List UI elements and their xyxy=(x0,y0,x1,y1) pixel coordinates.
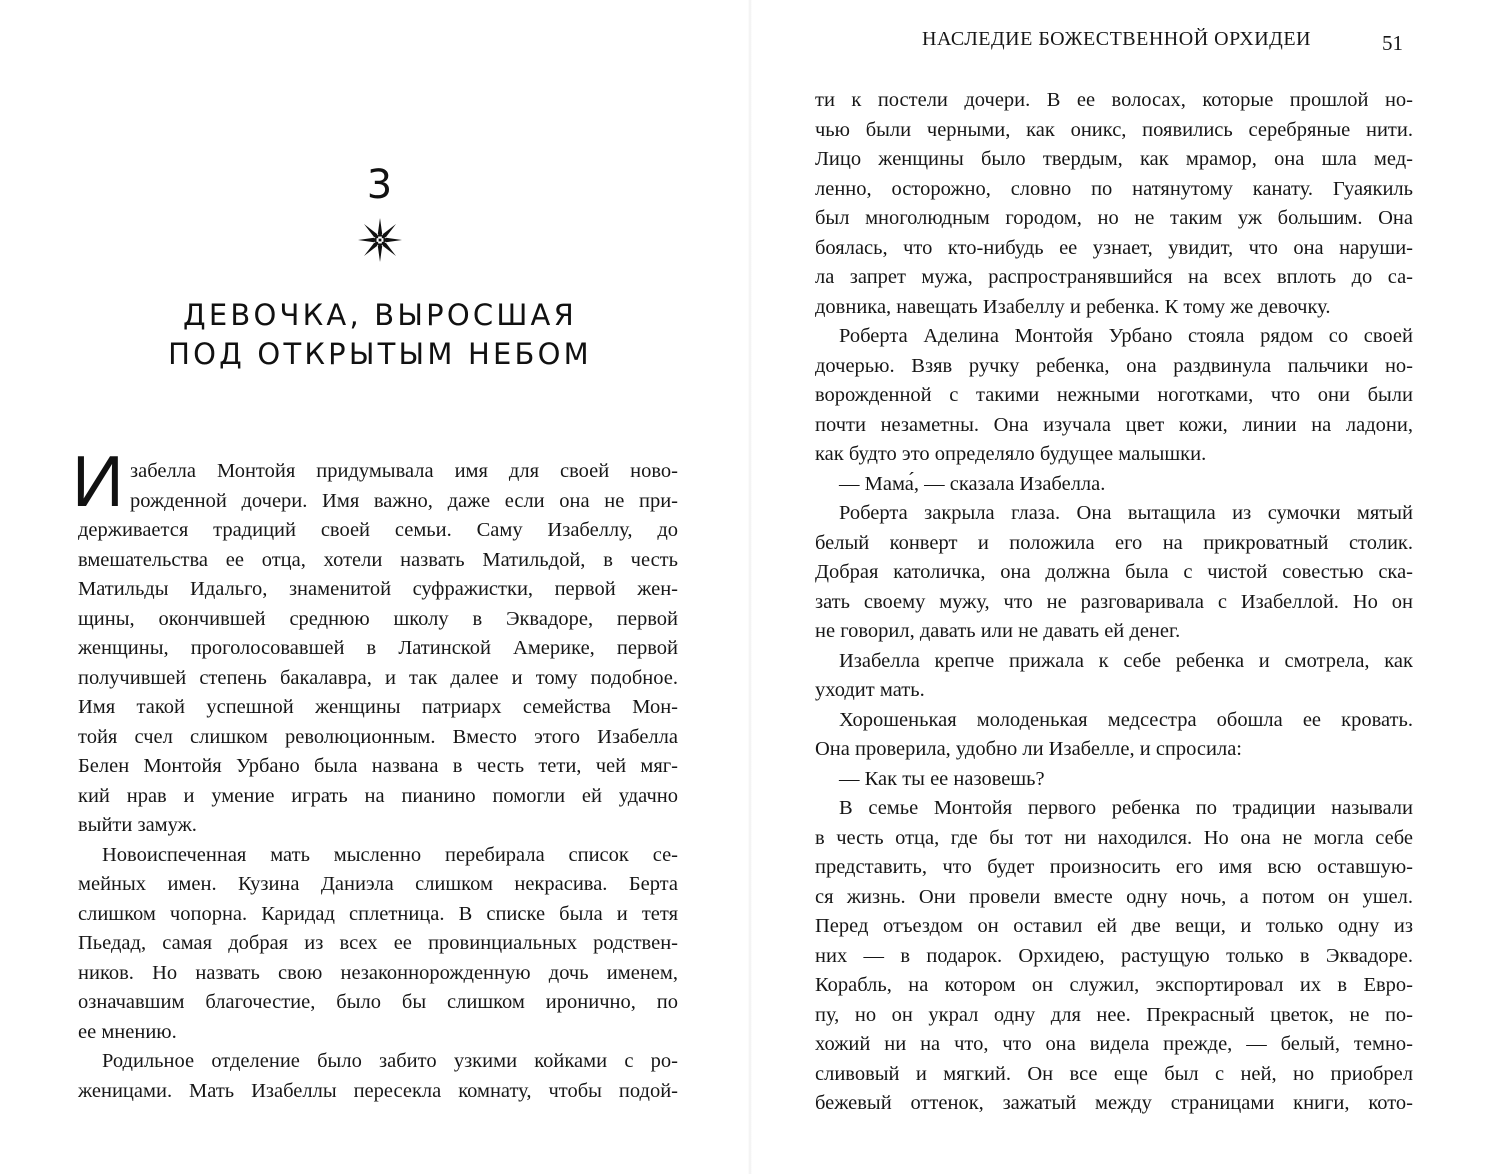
right-body-text xyxy=(815,86,1413,1119)
text-line: бежевый оттенок, зажатый между страницами книги, кото- xyxy=(815,1092,1413,1114)
text-line: боялась, что кто-нибудь ее узнает, увидит, что она наруши- xyxy=(815,236,1413,259)
text-line: чью были черными, как оникс, появились серебряные нити. xyxy=(815,118,1413,141)
left-body-text xyxy=(78,457,678,1106)
text-line: ся жизнь. Они провели вместе одну ночь, а потом он ушел. xyxy=(815,885,1413,908)
text-line: означавшим благочестие, было бы слишком иронично, по xyxy=(78,991,678,1013)
drop-cap: И xyxy=(72,442,124,522)
text-line: Изабелла крепче прижала к себе ребенка и смотрела, как xyxy=(839,649,1413,672)
text-line: Лицо женщины было твердым, как мрамор, она шла мед- xyxy=(815,148,1413,170)
text-line: тойя счел слишком революционным. Вместо этого Изабелла xyxy=(78,725,678,748)
text-line: держивается традиций своей семьи. Саму Изабеллу, до xyxy=(78,519,678,541)
text-line: Роберта закрыла глаза. Она вытащила из сумочки мятый xyxy=(839,502,1413,524)
text-line: Роберта Аделина Монтойя Урбано стояла рядом со своей xyxy=(839,325,1413,347)
text-line: дочерью. Взяв ручку ребенка, она раздвинула пальчики но- xyxy=(815,354,1413,377)
text-line: — Как ты ее назовешь? xyxy=(839,767,1045,790)
text-line: Она проверила, удобно ли Изабелле, и спросила: xyxy=(815,738,1243,760)
text-line: забелла Монтойя придумывала имя для своей ново- xyxy=(130,460,678,482)
text-line: как будто это определяло будущее малышки. xyxy=(815,443,1207,465)
text-line: — Мама́, — сказала Изабелла. xyxy=(839,472,1106,495)
text-line: щины, окончившей среднюю школу в Эквадоре, первой xyxy=(78,607,678,630)
text-line: уходит мать. xyxy=(815,679,925,701)
text-line: Имя такой успешной женщины патриарх семейства Мон- xyxy=(78,696,678,718)
text-line: кий нрав и умение играть на пианино помогли ей удачно xyxy=(78,784,678,807)
text-line: ла запрет мужа, распространявшийся на всех вплоть до са- xyxy=(815,266,1413,288)
chapter-title xyxy=(80,296,680,374)
text-line: ников. Но назвать свою незаконнорожденную дочь именем, xyxy=(78,961,678,984)
text-line: ленно, осторожно, словно по натянутому канату. Гуаякиль xyxy=(815,177,1413,200)
text-line: женщины, проголосовавшей в Латинской Америке, первой xyxy=(78,637,678,659)
text-line: рожденной дочери. Имя важно, даже если она не при- xyxy=(130,489,678,512)
text-line: зать своему мужу, что не разговаривала с Изабеллой. Но он xyxy=(815,590,1413,613)
text-line: вмешательства ее отца, хотели назвать Матильдой, в честь xyxy=(78,548,678,571)
star-icon xyxy=(355,215,405,265)
text-line: Добрая католичка, она должна была с чистой совестью ска- xyxy=(815,561,1413,583)
text-line: Новоиспеченная мать мысленно перебирала список се- xyxy=(102,843,678,866)
text-line: не говорил, давать или не давать ей денег. xyxy=(815,620,1181,642)
text-line: Пьедад, самая добрая из всех ее провинциальных родствен- xyxy=(78,932,678,954)
text-line: хожий ни на что, что она видела прежде, — белый, темно- xyxy=(815,1033,1413,1055)
running-header: НАСЛЕДИЕ БОЖЕСТВЕННОЙ ОРХИДЕИ xyxy=(922,28,1311,50)
text-line: Корабль, на котором он служил, экспортировал их в Евро- xyxy=(815,974,1413,996)
text-line: них — в подарок. Орхидею, растущую только в Эквадоре. xyxy=(815,944,1413,967)
text-line: Хорошенькая молоденькая медсестра обошла ее кровать. xyxy=(839,708,1413,731)
text-line: почти незаметны. Она изучала цвет кожи, линии на ладони, xyxy=(815,413,1413,436)
chapter-title-line: ПОД ОТКРЫТЫМ НЕБОМ xyxy=(168,337,592,371)
text-line: Родильное отделение было забито узкими койками с ро- xyxy=(102,1050,678,1072)
right-page xyxy=(750,0,1500,1174)
text-line: пу, но он украл одну для нее. Прекрасный цветок, не по- xyxy=(815,1003,1413,1026)
text-line: выйти замуж. xyxy=(78,814,197,836)
text-line: Белен Монтойя Урбано была названа в честь тети, чей мяг- xyxy=(78,755,678,777)
text-line: мейных имен. Кузина Даниэла слишком некрасива. Берта xyxy=(78,873,678,895)
text-line: Матильды Идальго, знаменитой суфражистки, первой жен- xyxy=(78,578,678,600)
chapter-number: 3 xyxy=(366,162,394,208)
text-line: сливовый и мягкий. Он все еще был с ней, но приобрел xyxy=(815,1062,1413,1085)
text-line: ворожденной с такими нежными ноготками, что они были xyxy=(815,384,1413,406)
text-line: ти к постели дочери. В ее волосах, которые прошлой но- xyxy=(815,89,1413,111)
chapter-title-line: ДЕВОЧКА, ВЫРОСШАЯ xyxy=(183,298,577,332)
text-line: белый конверт и положила его на прикроватный столик. xyxy=(815,531,1413,554)
page-number: 51 xyxy=(1382,31,1403,55)
text-line: В семье Монтойя первого ребенка по традиции называли xyxy=(839,797,1413,819)
text-line: был многолюдным городом, но не таким уж большим. Она xyxy=(815,207,1413,229)
text-line: довника, навещать Изабеллу и ребенка. К тому же девочку. xyxy=(815,295,1331,318)
text-line: ее мнению. xyxy=(78,1020,177,1043)
text-line: слишком чопорна. Каридад сплетница. В списке была и тетя xyxy=(78,902,678,925)
text-line: Перед отъездом он оставил ей две вещи, и только одну из xyxy=(815,915,1413,937)
text-line: получившей степень бакалавра, и так далее и тому подобное. xyxy=(78,666,678,689)
text-line: в честь отца, где бы тот ни находился. Но она не могла себе xyxy=(815,826,1413,849)
text-line: представить, что будет произносить его имя всю оставшую- xyxy=(815,856,1413,878)
text-line: женицами. Мать Изабеллы пересекла комнату, чтобы подой- xyxy=(78,1079,678,1102)
